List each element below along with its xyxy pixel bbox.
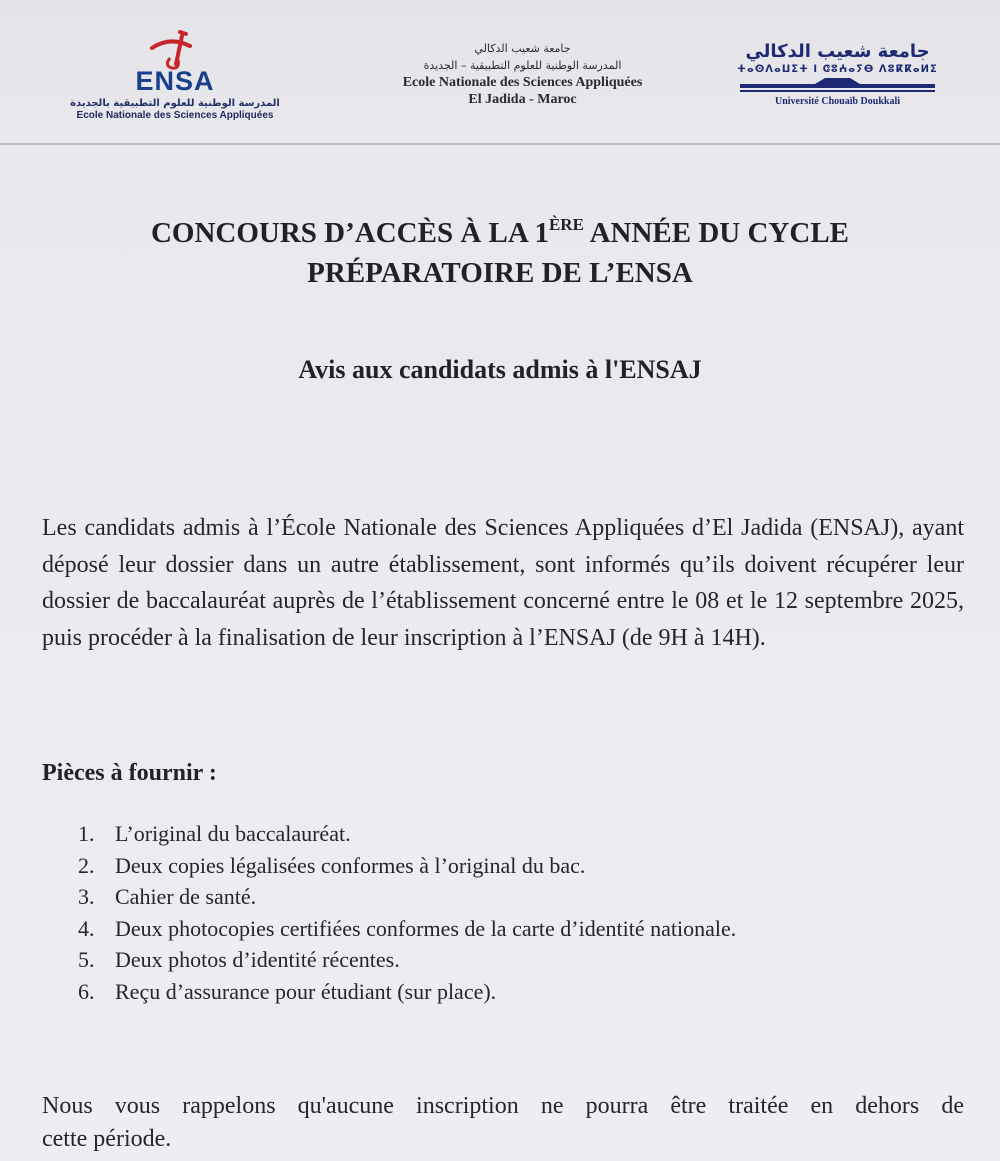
list-item-text: Deux copies légalisées conformes à l’original du bac. <box>115 852 586 878</box>
closing-line-2: cette période. <box>42 1126 172 1152</box>
list-item-number: 5. <box>78 947 95 972</box>
university-tifinagh-name: ⵜⴰⵙⴷⴰⵡⵉⵜ ⵏ ⵛⵓⵄⴰⵢⴱ ⴷⵓⴽⴽⴰⵍⵉ <box>737 64 938 75</box>
letterhead <box>0 0 1000 145</box>
list-item <box>78 944 958 976</box>
closing-line-1: Nous vous rappelons qu'aucune inscription ne pourra être traitée en dehors de <box>42 1093 964 1119</box>
school-arabic-line: المدرسة الوطنية للعلوم التطبيقية – الجديدة <box>423 59 622 72</box>
ensa-arabic-name: المدرسة الوطنية للعلوم التطبيقية بالجديدة <box>70 98 280 109</box>
ensa-french-name: Ecole Nationale des Sciences Appliquées <box>76 110 274 121</box>
ensa-wordmark: ENSA <box>135 66 215 96</box>
school-address-block <box>370 40 675 108</box>
list-item-number: 4. <box>78 915 95 941</box>
university-logo <box>735 42 940 132</box>
university-french-name: Université Chouaïb Doukkali <box>774 96 901 107</box>
list-item-number: 6. <box>78 978 95 1004</box>
notice-paragraph: Les candidats admis à l’École Nationale des Sciences Appliquées d’El Jadida (ENSAJ), ayant déposé leur dossier dans un autre établissement, sont informés qu’ils doivent récupérer leur dossier de baccalauréat auprès de l’établissement concerné entre le 08 et le 12 septembre 2025, puis procéder à la finalisation de leur inscription à l’ENSAJ (de 9H à 14H). <box>42 515 964 651</box>
list-item-text: Cahier de santé. <box>115 884 257 909</box>
list-item-text: Deux photos d’identité récentes. <box>115 947 400 972</box>
list-item-text: Deux photocopies certifiées conformes de la carte d’identité nationale. <box>115 915 737 941</box>
university-arabic-name: جامعة شعيب الدكالي <box>745 41 930 62</box>
title-part-1: CONCOURS D’ACCÈS À LA 1 <box>150 217 549 249</box>
list-item-number: 1. <box>78 821 95 846</box>
school-french-line: Ecole Nationale des Sciences Appliquées <box>402 75 643 90</box>
page-title <box>60 205 940 293</box>
required-documents-list <box>78 818 958 1007</box>
school-location-line: El Jadida - Maroc <box>468 92 577 107</box>
list-item <box>78 976 958 1008</box>
list-item <box>78 818 958 850</box>
title-superscript: ÈRE <box>548 215 584 234</box>
list-item-number: 2. <box>78 852 95 878</box>
university-emblem-icon <box>740 78 935 94</box>
ensa-logo <box>55 28 295 128</box>
list-item <box>78 881 958 913</box>
list-item-number: 3. <box>78 884 95 909</box>
title-line-2: PRÉPARATOIRE DE L’ENSA <box>307 257 693 289</box>
list-item <box>78 913 958 945</box>
notice-subtitle: Avis aux candidats admis à l'ENSAJ <box>298 355 702 384</box>
list-item <box>78 850 958 882</box>
ensa-emblem-icon <box>140 28 210 70</box>
required-documents-heading: Pièces à fournir : <box>42 760 217 786</box>
university-arabic-line: جامعة شعيب الدكالي <box>474 42 571 55</box>
title-part-2: ANNÉE DU CYCLE <box>583 217 850 249</box>
list-item-text: L’original du baccalauréat. <box>115 821 351 846</box>
list-item-text: Reçu d’assurance pour étudiant (sur place). <box>115 978 497 1004</box>
closing-reminder <box>42 1090 964 1156</box>
